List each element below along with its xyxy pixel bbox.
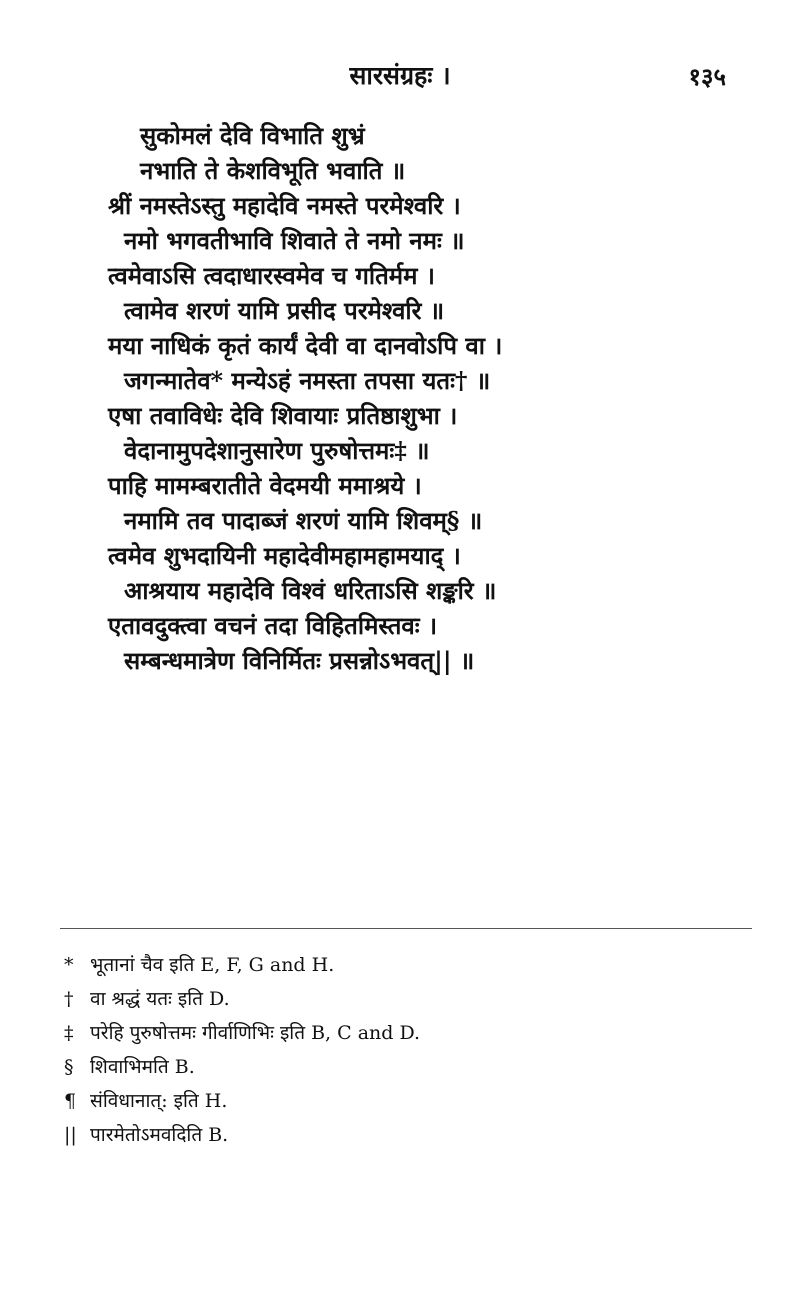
- footnote-text: शिवाभिमति B.: [90, 1056, 195, 1078]
- footnote-mark: ¶: [64, 1090, 77, 1112]
- footnote: [64, 1050, 754, 1084]
- verse-line: मया नाधिकं कृतं कार्यं देवी वा दानवोऽपि वा ।: [108, 331, 503, 360]
- verse-line: नभाति ते केशविभूति भवाति ॥: [140, 156, 406, 185]
- footnote-mark: †: [64, 988, 74, 1010]
- verse-block: [0, 118, 800, 678]
- footnote-mark: ‡: [64, 1022, 74, 1044]
- footnote-text: संविधानात्: इति H.: [90, 1090, 228, 1112]
- verse-line: सुकोमलं देवि विभाति शुभ्रं: [140, 121, 365, 150]
- verse-line: नमो भगवतीभावि शिवाते ते नमो नमः ॥: [124, 226, 465, 255]
- verse-line: त्वमेवाऽसि त्वदाधारस्वमेव च गतिर्मम ।: [108, 261, 435, 290]
- verse-line: एषा तवाविधेः देवि शिवायाः प्रतिष्ठाशुभा ।: [108, 401, 458, 430]
- footnote-mark: *: [64, 954, 74, 976]
- footnote-mark: §: [64, 1056, 74, 1078]
- page-number: १३५: [688, 62, 726, 91]
- footnote-text: परेहि पुरुषोत्तमः गीर्वाणिभिः इति B, C and D.: [90, 1022, 421, 1044]
- verse-line: आश्रयाय महादेवि विश्वं धरिताऽसि शङ्करि ॥: [124, 576, 497, 605]
- verse-line: नमामि तव पादाब्जं शरणं यामि शिवम्§ ॥: [124, 506, 483, 535]
- verse-line: एतावदुक्त्वा वचनं तदा विहितमिस्तवः ।: [108, 611, 438, 640]
- footnote: [64, 1084, 754, 1118]
- footnote: [64, 982, 754, 1016]
- footnotes: [64, 948, 754, 1152]
- verse-line: त्वामेव शरणं यामि प्रसीद परमेश्वरि ॥: [124, 296, 445, 325]
- verse-line: पाहि मामम्बरातीते वेदमयी ममाश्रये ।: [108, 471, 422, 500]
- footnote-divider: [60, 928, 752, 929]
- footnote-text: भूतानां चैव इति E, F, G and H.: [90, 954, 335, 976]
- running-header: सारसंग्रहः ।: [349, 61, 451, 90]
- footnote-mark: ||: [64, 1124, 77, 1146]
- footnote: [64, 1016, 754, 1050]
- footnote-text: वा श्रद्धं यतः इति D.: [90, 988, 230, 1010]
- footnote: [64, 1118, 754, 1152]
- verse-line: त्वमेव शुभदायिनी महादेवीमहामहामयाद् ।: [108, 541, 461, 570]
- verse-line: सम्बन्धमात्रेण विनिर्मितः प्रसन्नोऽभवत्|| ॥: [124, 646, 475, 675]
- footnote: [64, 948, 754, 982]
- footnote-text: पारमेतोऽमवदिति B.: [90, 1124, 229, 1146]
- verse-line: वेदानामुपदेशानुसारेण पुरुषोत्तमः‡ ॥: [124, 436, 430, 465]
- verse-line: श्रीं नमस्तेऽस्तु महादेवि नमस्ते परमेश्वरि ।: [108, 191, 461, 220]
- verse-line: जगन्मातेव* मन्येऽहं नमस्ता तपसा यतः† ॥: [124, 366, 491, 395]
